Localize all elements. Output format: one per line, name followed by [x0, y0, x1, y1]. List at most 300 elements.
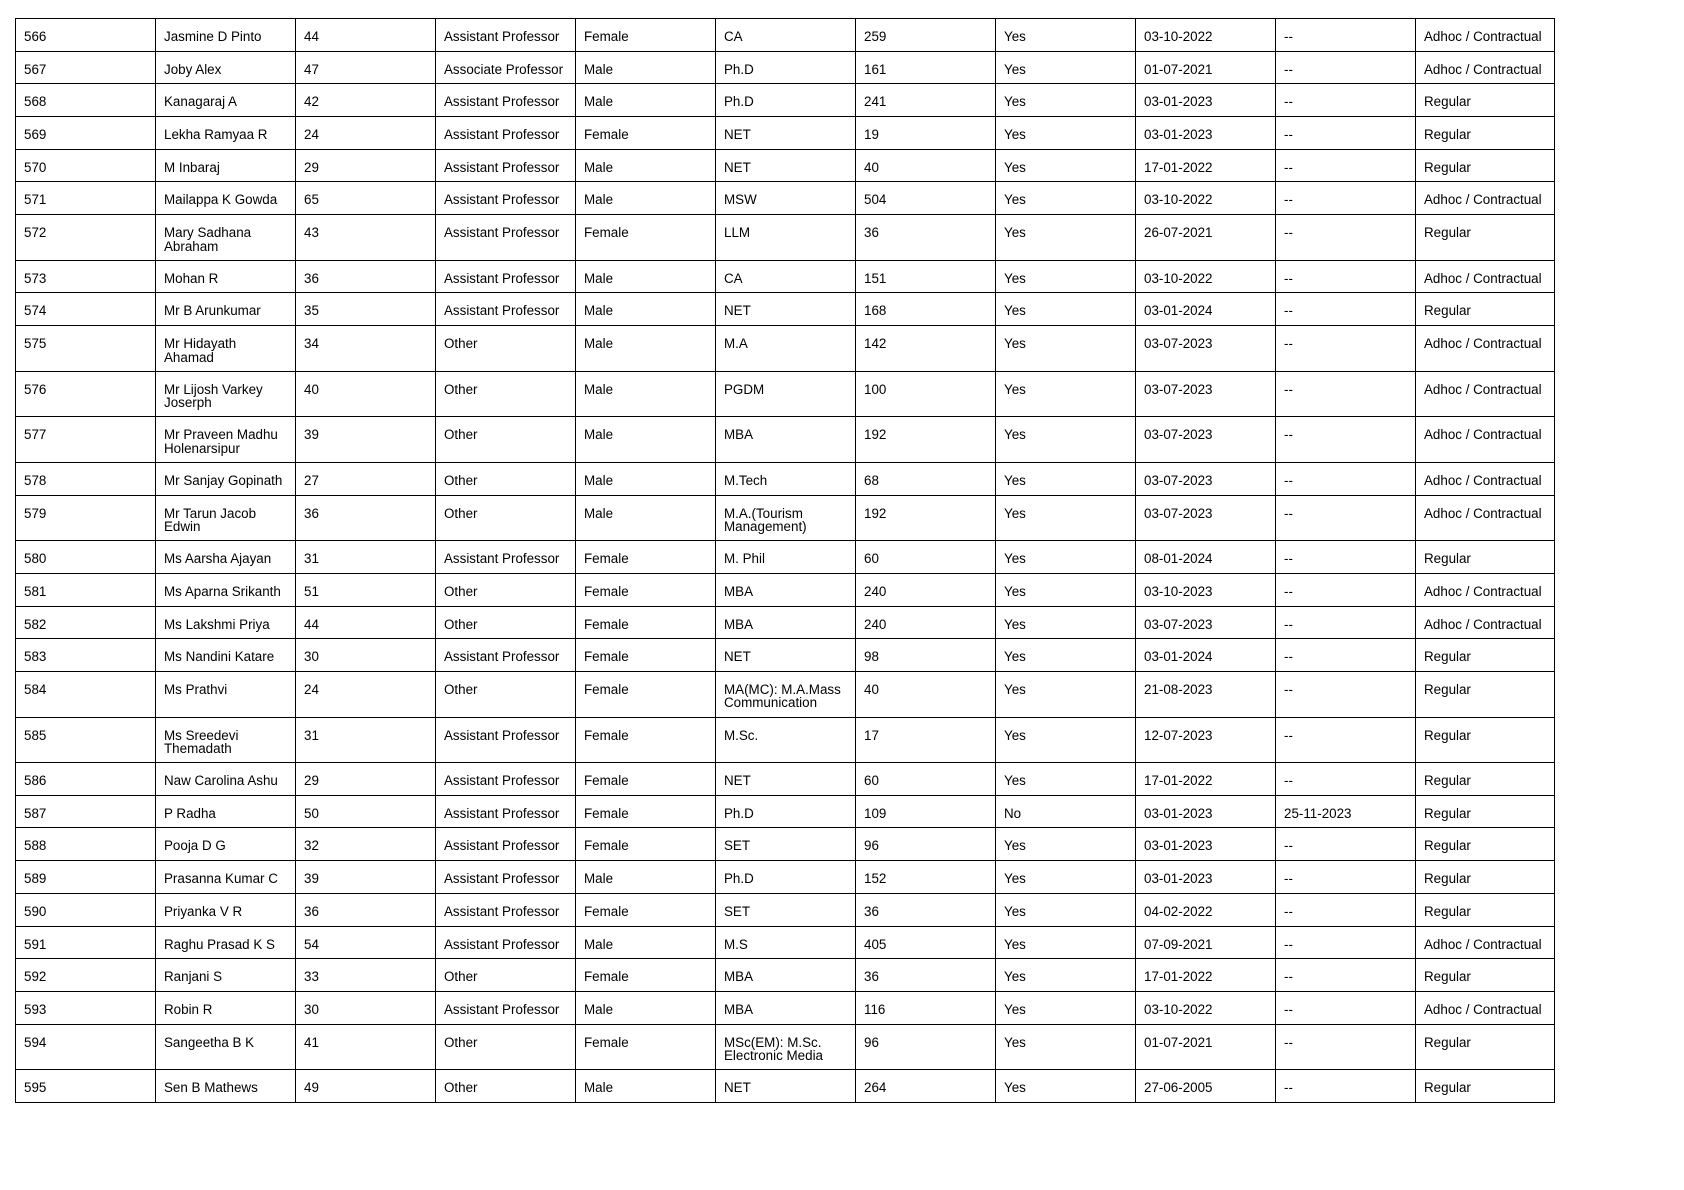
qualification-cell: NET — [716, 293, 856, 326]
age-cell: 42 — [296, 84, 436, 117]
currently-working-cell: Yes — [996, 671, 1136, 717]
name-cell: Joby Alex — [156, 51, 296, 84]
age-cell: 40 — [296, 371, 436, 417]
gender-cell: Female — [576, 763, 716, 796]
serial-number-cell: 583 — [16, 639, 156, 672]
leaving-date-cell: -- — [1276, 495, 1416, 541]
leaving-date-cell: -- — [1276, 462, 1416, 495]
joining-date-cell: 21-08-2023 — [1136, 671, 1276, 717]
name-cell: Ms Lakshmi Priya — [156, 606, 296, 639]
appointment-type-cell: Regular — [1416, 1024, 1555, 1070]
appointment-type-cell: Regular — [1416, 215, 1555, 261]
joining-date-cell: 01-07-2021 — [1136, 1024, 1276, 1070]
qualification-cell: M.Tech — [716, 462, 856, 495]
experience-cell: 152 — [856, 861, 996, 894]
designation-cell: Assistant Professor — [436, 861, 576, 894]
leaving-date-cell: -- — [1276, 326, 1416, 372]
designation-cell: Other — [436, 671, 576, 717]
leaving-date-cell: -- — [1276, 717, 1416, 763]
age-cell: 30 — [296, 991, 436, 1024]
appointment-type-cell: Regular — [1416, 293, 1555, 326]
gender-cell: Male — [576, 149, 716, 182]
designation-cell: Other — [436, 573, 576, 606]
leaving-date-cell: -- — [1276, 861, 1416, 894]
appointment-type-cell: Regular — [1416, 795, 1555, 828]
joining-date-cell: 03-01-2023 — [1136, 117, 1276, 150]
age-cell: 31 — [296, 541, 436, 574]
age-cell: 44 — [296, 606, 436, 639]
gender-cell: Male — [576, 326, 716, 372]
qualification-cell: NET — [716, 639, 856, 672]
currently-working-cell: Yes — [996, 639, 1136, 672]
gender-cell: Female — [576, 639, 716, 672]
staff-table — [15, 18, 1555, 1103]
experience-cell: 192 — [856, 495, 996, 541]
experience-cell: 192 — [856, 417, 996, 463]
table-row — [16, 462, 1555, 495]
qualification-cell: MBA — [716, 606, 856, 639]
age-cell: 36 — [296, 893, 436, 926]
currently-working-cell: Yes — [996, 991, 1136, 1024]
appointment-type-cell: Regular — [1416, 117, 1555, 150]
appointment-type-cell: Regular — [1416, 717, 1555, 763]
name-cell: Prasanna Kumar C — [156, 861, 296, 894]
designation-cell: Assistant Professor — [436, 639, 576, 672]
qualification-cell: SET — [716, 828, 856, 861]
name-cell: Ms Prathvi — [156, 671, 296, 717]
name-cell: Ms Nandini Katare — [156, 639, 296, 672]
experience-cell: 36 — [856, 893, 996, 926]
experience-cell: 36 — [856, 959, 996, 992]
qualification-cell: CA — [716, 19, 856, 52]
age-cell: 54 — [296, 926, 436, 959]
appointment-type-cell: Adhoc / Contractual — [1416, 926, 1555, 959]
qualification-cell: LLM — [716, 215, 856, 261]
designation-cell: Assistant Professor — [436, 260, 576, 293]
qualification-cell: NET — [716, 149, 856, 182]
designation-cell: Assistant Professor — [436, 991, 576, 1024]
serial-number-cell: 582 — [16, 606, 156, 639]
qualification-cell: MBA — [716, 417, 856, 463]
serial-number-cell: 580 — [16, 541, 156, 574]
age-cell: 35 — [296, 293, 436, 326]
gender-cell: Female — [576, 795, 716, 828]
joining-date-cell: 04-02-2022 — [1136, 893, 1276, 926]
name-cell: M Inbaraj — [156, 149, 296, 182]
age-cell: 33 — [296, 959, 436, 992]
joining-date-cell: 27-06-2005 — [1136, 1070, 1276, 1103]
table-row — [16, 84, 1555, 117]
currently-working-cell: Yes — [996, 763, 1136, 796]
leaving-date-cell: -- — [1276, 417, 1416, 463]
experience-cell: 60 — [856, 541, 996, 574]
joining-date-cell: 03-01-2024 — [1136, 639, 1276, 672]
appointment-type-cell: Adhoc / Contractual — [1416, 260, 1555, 293]
qualification-cell: SET — [716, 893, 856, 926]
joining-date-cell: 03-01-2023 — [1136, 84, 1276, 117]
qualification-cell: M.Sc. — [716, 717, 856, 763]
age-cell: 44 — [296, 19, 436, 52]
joining-date-cell: 03-10-2022 — [1136, 182, 1276, 215]
name-cell: Sen B Mathews — [156, 1070, 296, 1103]
experience-cell: 116 — [856, 991, 996, 1024]
experience-cell: 96 — [856, 828, 996, 861]
experience-cell: 36 — [856, 215, 996, 261]
table-row — [16, 293, 1555, 326]
table-row — [16, 417, 1555, 463]
designation-cell: Other — [436, 606, 576, 639]
experience-cell: 241 — [856, 84, 996, 117]
serial-number-cell: 579 — [16, 495, 156, 541]
name-cell: Ms Aparna Srikanth — [156, 573, 296, 606]
name-cell: Priyanka V R — [156, 893, 296, 926]
gender-cell: Female — [576, 828, 716, 861]
serial-number-cell: 595 — [16, 1070, 156, 1103]
appointment-type-cell: Adhoc / Contractual — [1416, 51, 1555, 84]
experience-cell: 240 — [856, 573, 996, 606]
currently-working-cell: Yes — [996, 51, 1136, 84]
leaving-date-cell: -- — [1276, 959, 1416, 992]
qualification-cell: NET — [716, 117, 856, 150]
joining-date-cell: 01-07-2021 — [1136, 51, 1276, 84]
age-cell: 27 — [296, 462, 436, 495]
gender-cell: Male — [576, 991, 716, 1024]
currently-working-cell: Yes — [996, 84, 1136, 117]
joining-date-cell: 03-01-2023 — [1136, 828, 1276, 861]
name-cell: Mr Tarun Jacob Edwin — [156, 495, 296, 541]
leaving-date-cell: -- — [1276, 215, 1416, 261]
qualification-cell: Ph.D — [716, 795, 856, 828]
name-cell: Naw Carolina Ashu — [156, 763, 296, 796]
currently-working-cell: Yes — [996, 19, 1136, 52]
leaving-date-cell: -- — [1276, 763, 1416, 796]
joining-date-cell: 12-07-2023 — [1136, 717, 1276, 763]
age-cell: 34 — [296, 326, 436, 372]
currently-working-cell: No — [996, 795, 1136, 828]
joining-date-cell: 17-01-2022 — [1136, 959, 1276, 992]
table-row — [16, 51, 1555, 84]
joining-date-cell: 08-01-2024 — [1136, 541, 1276, 574]
table-row — [16, 639, 1555, 672]
gender-cell: Male — [576, 417, 716, 463]
leaving-date-cell: -- — [1276, 371, 1416, 417]
leaving-date-cell: -- — [1276, 117, 1416, 150]
table-row — [16, 991, 1555, 1024]
designation-cell: Assistant Professor — [436, 763, 576, 796]
table-row — [16, 541, 1555, 574]
appointment-type-cell: Adhoc / Contractual — [1416, 371, 1555, 417]
currently-working-cell: Yes — [996, 926, 1136, 959]
gender-cell: Female — [576, 1024, 716, 1070]
joining-date-cell: 03-10-2023 — [1136, 573, 1276, 606]
name-cell: Lekha Ramyaa R — [156, 117, 296, 150]
gender-cell: Male — [576, 182, 716, 215]
age-cell: 29 — [296, 763, 436, 796]
joining-date-cell: 03-01-2023 — [1136, 795, 1276, 828]
experience-cell: 98 — [856, 639, 996, 672]
qualification-cell: MBA — [716, 959, 856, 992]
designation-cell: Assistant Professor — [436, 828, 576, 861]
designation-cell: Assistant Professor — [436, 215, 576, 261]
currently-working-cell: Yes — [996, 861, 1136, 894]
name-cell: Mr B Arunkumar — [156, 293, 296, 326]
name-cell: Kanagaraj A — [156, 84, 296, 117]
leaving-date-cell: 25-11-2023 — [1276, 795, 1416, 828]
gender-cell: Female — [576, 541, 716, 574]
experience-cell: 19 — [856, 117, 996, 150]
joining-date-cell: 17-01-2022 — [1136, 763, 1276, 796]
designation-cell: Other — [436, 462, 576, 495]
appointment-type-cell: Regular — [1416, 541, 1555, 574]
appointment-type-cell: Adhoc / Contractual — [1416, 19, 1555, 52]
joining-date-cell: 03-07-2023 — [1136, 462, 1276, 495]
table-row — [16, 117, 1555, 150]
joining-date-cell: 03-07-2023 — [1136, 326, 1276, 372]
leaving-date-cell: -- — [1276, 51, 1416, 84]
table-row — [16, 1070, 1555, 1103]
staff-table-page — [15, 18, 1554, 1103]
table-row — [16, 1024, 1555, 1070]
qualification-cell: NET — [716, 1070, 856, 1103]
designation-cell: Assistant Professor — [436, 293, 576, 326]
table-row — [16, 573, 1555, 606]
gender-cell: Male — [576, 84, 716, 117]
currently-working-cell: Yes — [996, 606, 1136, 639]
age-cell: 51 — [296, 573, 436, 606]
designation-cell: Other — [436, 1070, 576, 1103]
serial-number-cell: 573 — [16, 260, 156, 293]
joining-date-cell: 03-07-2023 — [1136, 495, 1276, 541]
serial-number-cell: 585 — [16, 717, 156, 763]
designation-cell: Other — [436, 1024, 576, 1070]
designation-cell: Other — [436, 417, 576, 463]
currently-working-cell: Yes — [996, 959, 1136, 992]
qualification-cell: MSW — [716, 182, 856, 215]
qualification-cell: MBA — [716, 573, 856, 606]
designation-cell: Assistant Professor — [436, 795, 576, 828]
table-row — [16, 215, 1555, 261]
serial-number-cell: 589 — [16, 861, 156, 894]
age-cell: 29 — [296, 149, 436, 182]
leaving-date-cell: -- — [1276, 893, 1416, 926]
qualification-cell: NET — [716, 763, 856, 796]
qualification-cell: Ph.D — [716, 51, 856, 84]
currently-working-cell: Yes — [996, 117, 1136, 150]
serial-number-cell: 581 — [16, 573, 156, 606]
serial-number-cell: 566 — [16, 19, 156, 52]
qualification-cell: M. Phil — [716, 541, 856, 574]
name-cell: Pooja D G — [156, 828, 296, 861]
appointment-type-cell: Regular — [1416, 893, 1555, 926]
designation-cell: Other — [436, 326, 576, 372]
leaving-date-cell: -- — [1276, 260, 1416, 293]
appointment-type-cell: Adhoc / Contractual — [1416, 326, 1555, 372]
leaving-date-cell: -- — [1276, 573, 1416, 606]
table-row — [16, 926, 1555, 959]
leaving-date-cell: -- — [1276, 1070, 1416, 1103]
serial-number-cell: 575 — [16, 326, 156, 372]
gender-cell: Female — [576, 717, 716, 763]
table-row — [16, 182, 1555, 215]
name-cell: Raghu Prasad K S — [156, 926, 296, 959]
table-row — [16, 861, 1555, 894]
appointment-type-cell: Regular — [1416, 959, 1555, 992]
designation-cell: Assistant Professor — [436, 541, 576, 574]
serial-number-cell: 569 — [16, 117, 156, 150]
currently-working-cell: Yes — [996, 893, 1136, 926]
table-row — [16, 828, 1555, 861]
qualification-cell: MA(MC): M.A.Mass Communication — [716, 671, 856, 717]
qualification-cell: CA — [716, 260, 856, 293]
designation-cell: Assistant Professor — [436, 893, 576, 926]
qualification-cell: M.S — [716, 926, 856, 959]
table-row — [16, 959, 1555, 992]
qualification-cell: MSc(EM): M.Sc. Electronic Media — [716, 1024, 856, 1070]
gender-cell: Male — [576, 260, 716, 293]
currently-working-cell: Yes — [996, 828, 1136, 861]
joining-date-cell: 03-07-2023 — [1136, 371, 1276, 417]
currently-working-cell: Yes — [996, 326, 1136, 372]
experience-cell: 40 — [856, 149, 996, 182]
experience-cell: 151 — [856, 260, 996, 293]
appointment-type-cell: Regular — [1416, 1070, 1555, 1103]
name-cell: Ms Aarsha Ajayan — [156, 541, 296, 574]
serial-number-cell: 576 — [16, 371, 156, 417]
appointment-type-cell: Adhoc / Contractual — [1416, 462, 1555, 495]
age-cell: 65 — [296, 182, 436, 215]
serial-number-cell: 590 — [16, 893, 156, 926]
experience-cell: 405 — [856, 926, 996, 959]
age-cell: 41 — [296, 1024, 436, 1070]
gender-cell: Male — [576, 495, 716, 541]
age-cell: 49 — [296, 1070, 436, 1103]
serial-number-cell: 578 — [16, 462, 156, 495]
serial-number-cell: 593 — [16, 991, 156, 1024]
name-cell: Mr Lijosh Varkey Joserph — [156, 371, 296, 417]
table-row — [16, 149, 1555, 182]
name-cell: P Radha — [156, 795, 296, 828]
table-row — [16, 893, 1555, 926]
currently-working-cell: Yes — [996, 573, 1136, 606]
designation-cell: Associate Professor — [436, 51, 576, 84]
leaving-date-cell: -- — [1276, 84, 1416, 117]
name-cell: Ms Sreedevi Themadath — [156, 717, 296, 763]
serial-number-cell: 592 — [16, 959, 156, 992]
experience-cell: 68 — [856, 462, 996, 495]
table-row — [16, 606, 1555, 639]
appointment-type-cell: Adhoc / Contractual — [1416, 182, 1555, 215]
age-cell: 39 — [296, 417, 436, 463]
gender-cell: Female — [576, 606, 716, 639]
joining-date-cell: 03-07-2023 — [1136, 606, 1276, 639]
designation-cell: Assistant Professor — [436, 717, 576, 763]
leaving-date-cell: -- — [1276, 926, 1416, 959]
gender-cell: Female — [576, 19, 716, 52]
age-cell: 30 — [296, 639, 436, 672]
qualification-cell: Ph.D — [716, 84, 856, 117]
name-cell: Mr Hidayath Ahamad — [156, 326, 296, 372]
gender-cell: Male — [576, 51, 716, 84]
experience-cell: 17 — [856, 717, 996, 763]
table-body — [16, 19, 1555, 1103]
leaving-date-cell: -- — [1276, 293, 1416, 326]
name-cell: Jasmine D Pinto — [156, 19, 296, 52]
serial-number-cell: 571 — [16, 182, 156, 215]
age-cell: 24 — [296, 117, 436, 150]
table-row — [16, 763, 1555, 796]
currently-working-cell: Yes — [996, 182, 1136, 215]
qualification-cell: M.A — [716, 326, 856, 372]
joining-date-cell: 07-09-2021 — [1136, 926, 1276, 959]
name-cell: Mr Praveen Madhu Holenarsipur — [156, 417, 296, 463]
experience-cell: 60 — [856, 763, 996, 796]
name-cell: Mohan R — [156, 260, 296, 293]
serial-number-cell: 586 — [16, 763, 156, 796]
experience-cell: 40 — [856, 671, 996, 717]
leaving-date-cell: -- — [1276, 541, 1416, 574]
qualification-cell: PGDM — [716, 371, 856, 417]
name-cell: Sangeetha B K — [156, 1024, 296, 1070]
designation-cell: Assistant Professor — [436, 84, 576, 117]
leaving-date-cell: -- — [1276, 19, 1416, 52]
currently-working-cell: Yes — [996, 371, 1136, 417]
appointment-type-cell: Regular — [1416, 671, 1555, 717]
serial-number-cell: 584 — [16, 671, 156, 717]
experience-cell: 142 — [856, 326, 996, 372]
appointment-type-cell: Adhoc / Contractual — [1416, 991, 1555, 1024]
gender-cell: Female — [576, 671, 716, 717]
qualification-cell: MBA — [716, 991, 856, 1024]
gender-cell: Female — [576, 893, 716, 926]
currently-working-cell: Yes — [996, 462, 1136, 495]
serial-number-cell: 591 — [16, 926, 156, 959]
table-row — [16, 371, 1555, 417]
leaving-date-cell: -- — [1276, 182, 1416, 215]
table-row — [16, 326, 1555, 372]
qualification-cell: Ph.D — [716, 861, 856, 894]
name-cell: Mailappa K Gowda — [156, 182, 296, 215]
experience-cell: 168 — [856, 293, 996, 326]
serial-number-cell: 594 — [16, 1024, 156, 1070]
leaving-date-cell: -- — [1276, 991, 1416, 1024]
leaving-date-cell: -- — [1276, 828, 1416, 861]
age-cell: 36 — [296, 260, 436, 293]
designation-cell: Other — [436, 959, 576, 992]
age-cell: 31 — [296, 717, 436, 763]
appointment-type-cell: Regular — [1416, 639, 1555, 672]
experience-cell: 240 — [856, 606, 996, 639]
currently-working-cell: Yes — [996, 1070, 1136, 1103]
appointment-type-cell: Adhoc / Contractual — [1416, 606, 1555, 639]
designation-cell: Other — [436, 495, 576, 541]
age-cell: 43 — [296, 215, 436, 261]
experience-cell: 96 — [856, 1024, 996, 1070]
joining-date-cell: 03-07-2023 — [1136, 417, 1276, 463]
gender-cell: Male — [576, 371, 716, 417]
designation-cell: Assistant Professor — [436, 117, 576, 150]
name-cell: Robin R — [156, 991, 296, 1024]
name-cell: Mr Sanjay Gopinath — [156, 462, 296, 495]
gender-cell: Female — [576, 959, 716, 992]
experience-cell: 504 — [856, 182, 996, 215]
age-cell: 39 — [296, 861, 436, 894]
appointment-type-cell: Adhoc / Contractual — [1416, 417, 1555, 463]
designation-cell: Assistant Professor — [436, 926, 576, 959]
designation-cell: Assistant Professor — [436, 149, 576, 182]
name-cell: Mary Sadhana Abraham — [156, 215, 296, 261]
gender-cell: Female — [576, 573, 716, 606]
gender-cell: Female — [576, 215, 716, 261]
